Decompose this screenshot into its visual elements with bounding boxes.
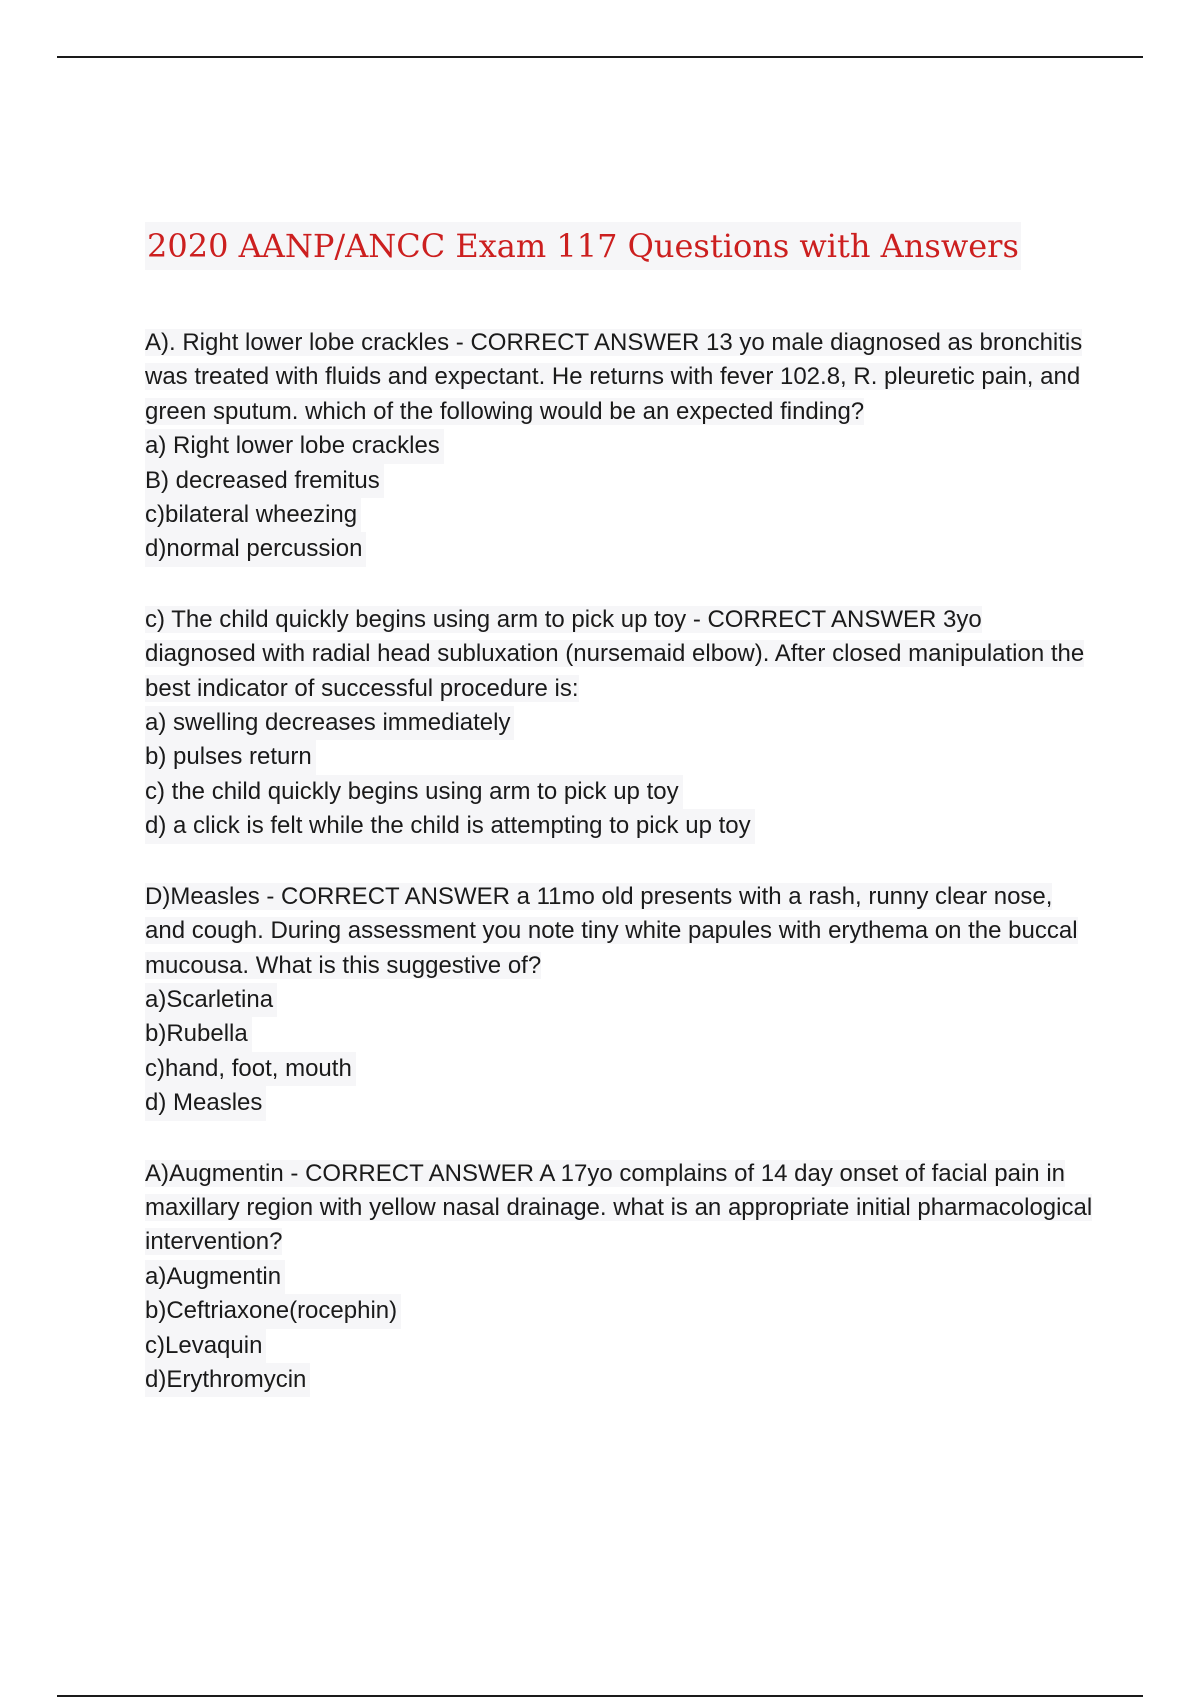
answer-option: c)bilateral wheezing xyxy=(145,498,361,532)
question-block-4 xyxy=(145,1157,1095,1398)
answer-option: c) the child quickly begins using arm to pick up toy xyxy=(145,775,683,809)
question-block-1 xyxy=(145,326,1095,567)
answer-option: c)Levaquin xyxy=(145,1329,266,1363)
answer-option: d) Measles xyxy=(145,1086,266,1120)
bottom-divider xyxy=(57,1695,1143,1697)
answer-option: a)Augmentin xyxy=(145,1260,285,1294)
answer-option: b)Rubella xyxy=(145,1017,252,1051)
answer-option: d)Erythromycin xyxy=(145,1363,310,1397)
answer-option: c)hand, foot, mouth xyxy=(145,1052,356,1086)
answer-option: a)Scarletina xyxy=(145,983,277,1017)
answer-option: d)normal percussion xyxy=(145,532,366,566)
document-title: 2020 AANP/ANCC Exam 117 Questions with Answers xyxy=(145,222,1021,270)
answer-option: b)Ceftriaxone(rocephin) xyxy=(145,1294,401,1328)
top-divider xyxy=(57,56,1143,58)
question-block-3 xyxy=(145,880,1095,1121)
answer-option: a) Right lower lobe crackles xyxy=(145,429,444,463)
answer-option: d) a click is felt while the child is attempting to pick up toy xyxy=(145,809,755,843)
question-text: D)Measles - CORRECT ANSWER a 11mo old presents with a rash, runny clear nose, and cough. During assessment you note tiny white papules with erythema on the buccal mucousa. What is this suggestive of? xyxy=(145,882,1078,979)
question-text: c) The child quickly begins using arm to pick up toy - CORRECT ANSWER 3yo diagnosed with radial head subluxation (nursemaid elbow). After closed manipulation the best indicator of successful procedure is: xyxy=(145,605,1085,702)
answer-option: B) decreased fremitus xyxy=(145,464,384,498)
document-body xyxy=(145,222,1095,1433)
question-block-2 xyxy=(145,603,1095,844)
answer-option: b) pulses return xyxy=(145,740,316,774)
question-text: A)Augmentin - CORRECT ANSWER A 17yo complains of 14 day onset of facial pain in maxillary region with yellow nasal drainage. what is an appropriate initial pharmacological intervention? xyxy=(145,1159,1093,1256)
answer-option: a) swelling decreases immediately xyxy=(145,706,514,740)
question-text: A). Right lower lobe crackles - CORRECT ANSWER 13 yo male diagnosed as bronchitis was treated with fluids and expectant. He returns with fever 102.8, R. pleuretic pain, and green sputum. which of the following would be an expected finding? xyxy=(145,329,1083,425)
